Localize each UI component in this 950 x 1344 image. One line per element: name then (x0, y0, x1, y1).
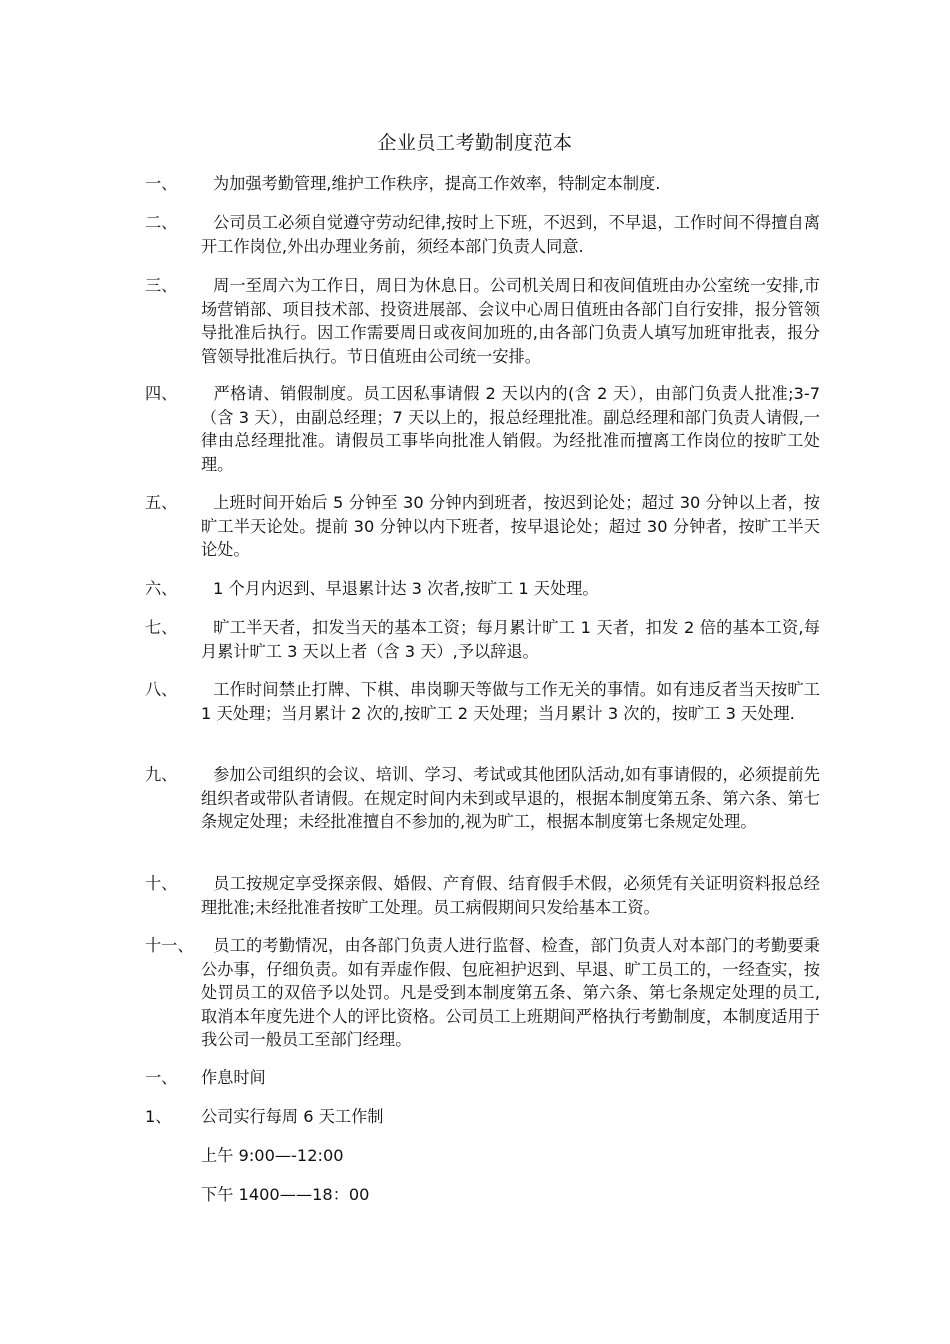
section-heading-text: 作息时间 (201, 1068, 266, 1087)
article-5 (145, 491, 820, 562)
article-number: 八、 (145, 680, 178, 699)
article-3 (145, 274, 820, 368)
article-8 (145, 678, 820, 725)
article-text: 参加公司组织的会议、培训、学习、考试或其他团队活动,如有事请假的，必须提前先组织者或带队者请假。在规定时间内未到或早退的，根据本制度第五条、第六条、第七条规定处理；未经批准擅自不参加的,视为旷工，根据本制度第七条规定处理。 (201, 765, 820, 831)
section-number: 一、 (145, 1068, 178, 1087)
article-10 (145, 872, 820, 919)
article-7 (145, 616, 820, 663)
article-number: 五、 (145, 493, 178, 512)
schedule-morning: 上午 9:00—-12:00 (201, 1146, 344, 1165)
document-title: 企业员工考勤制度范本 (377, 132, 573, 154)
article-number: 六、 (145, 579, 178, 598)
rule-1 (145, 1105, 820, 1129)
article-2 (145, 211, 820, 258)
article-text: 公司员工必须自觉遵守劳动纪律,按时上下班，不迟到，不早退，工作时间不得擅自离开工作岗位,外出办理业务前，须经本部门负责人同意. (201, 213, 820, 256)
article-11 (145, 934, 820, 1052)
rule-number: 1、 (145, 1107, 172, 1126)
article-6 (145, 577, 820, 601)
article-text: 为加强考勤管理,维护工作秩序，提高工作效率，特制定本制度. (213, 174, 661, 193)
article-text: 员工的考勤情况，由各部门负责人进行监督、检查，部门负责人对本部门的考勤要秉公办事，仔细负责。如有弄虚作假、包庇袒护迟到、早退、旷工员工的，一经查实，按处罚员工的双倍予以处罚。凡是受到本制度第五条、第六条、第七条规定处理的员工,取消本年度先进个人的评比资格。公司员工上班期间严格执行考勤制度，本制度适用于我公司一般员工至部门经理。 (201, 936, 820, 1049)
article-number: 二、 (145, 213, 178, 232)
article-number: 九、 (145, 765, 178, 784)
article-text: 工作时间禁止打牌、下棋、串岗聊天等做与工作无关的事情。如有违反者当天按旷工 1 天处理；当月累计 2 次的,按旷工 2 天处理；当月累计 3 次的，按旷工 3 天处理. (201, 680, 820, 723)
article-text: 旷工半天者，扣发当天的基本工资；每月累计旷工 1 天者，扣发 2 倍的基本工资,每月累计旷工 3 天以上者（含 3 天）,予以辞退。 (201, 618, 820, 661)
article-text: 1 个月内迟到、早退累计达 3 次者,按旷工 1 天处理。 (213, 579, 599, 598)
schedule-afternoon: 下午 1400——18：00 (201, 1185, 370, 1204)
article-text: 严格请、销假制度。员工因私事请假 2 天以内的(含 2 天），由部门负责人批准;3-7（含 3 天），由副总经理；7 天以上的，报总经理批准。副总经理和部门负责人请假,一律由总经理批准。请假员工事毕向批准人销假。为经批准而擅离工作岗位的按旷工处理。 (201, 384, 820, 474)
article-9 (145, 763, 820, 834)
article-number: 三、 (145, 276, 178, 295)
section-heading (145, 1066, 820, 1090)
article-number: 一、 (145, 174, 178, 193)
rule-text: 公司实行每周 6 天工作制 (201, 1107, 384, 1126)
article-text: 上班时间开始后 5 分钟至 30 分钟内到班者，按迟到论处；超过 30 分钟以上者，按旷工半天论处。提前 30 分钟以内下班者，按早退论处；超过 30 分钟者，按旷工半天论处。 (201, 493, 820, 559)
article-text: 周一至周六为工作日，周日为休息日。公司机关周日和夜间值班由办公室统一安排,市场营销部、项目技术部、投资进展部、会议中心周日值班由各部门自行安排，报分管领导批准后执行。因工作需要周日或夜间加班的,由各部门负责人填写加班审批表，报分管领导批准后执行。节日值班由公司统一安排。 (201, 276, 820, 366)
article-number: 四、 (145, 384, 178, 403)
article-number: 十、 (145, 874, 178, 893)
article-4 (145, 382, 820, 476)
article-1 (145, 172, 820, 196)
article-number: 十一、 (145, 936, 194, 955)
article-number: 七、 (145, 618, 178, 637)
article-text: 员工按规定享受探亲假、婚假、产育假、结育假手术假，必须凭有关证明资料报总经理批准;未经批准者按旷工处理。员工病假期间只发给基本工资。 (201, 874, 820, 917)
